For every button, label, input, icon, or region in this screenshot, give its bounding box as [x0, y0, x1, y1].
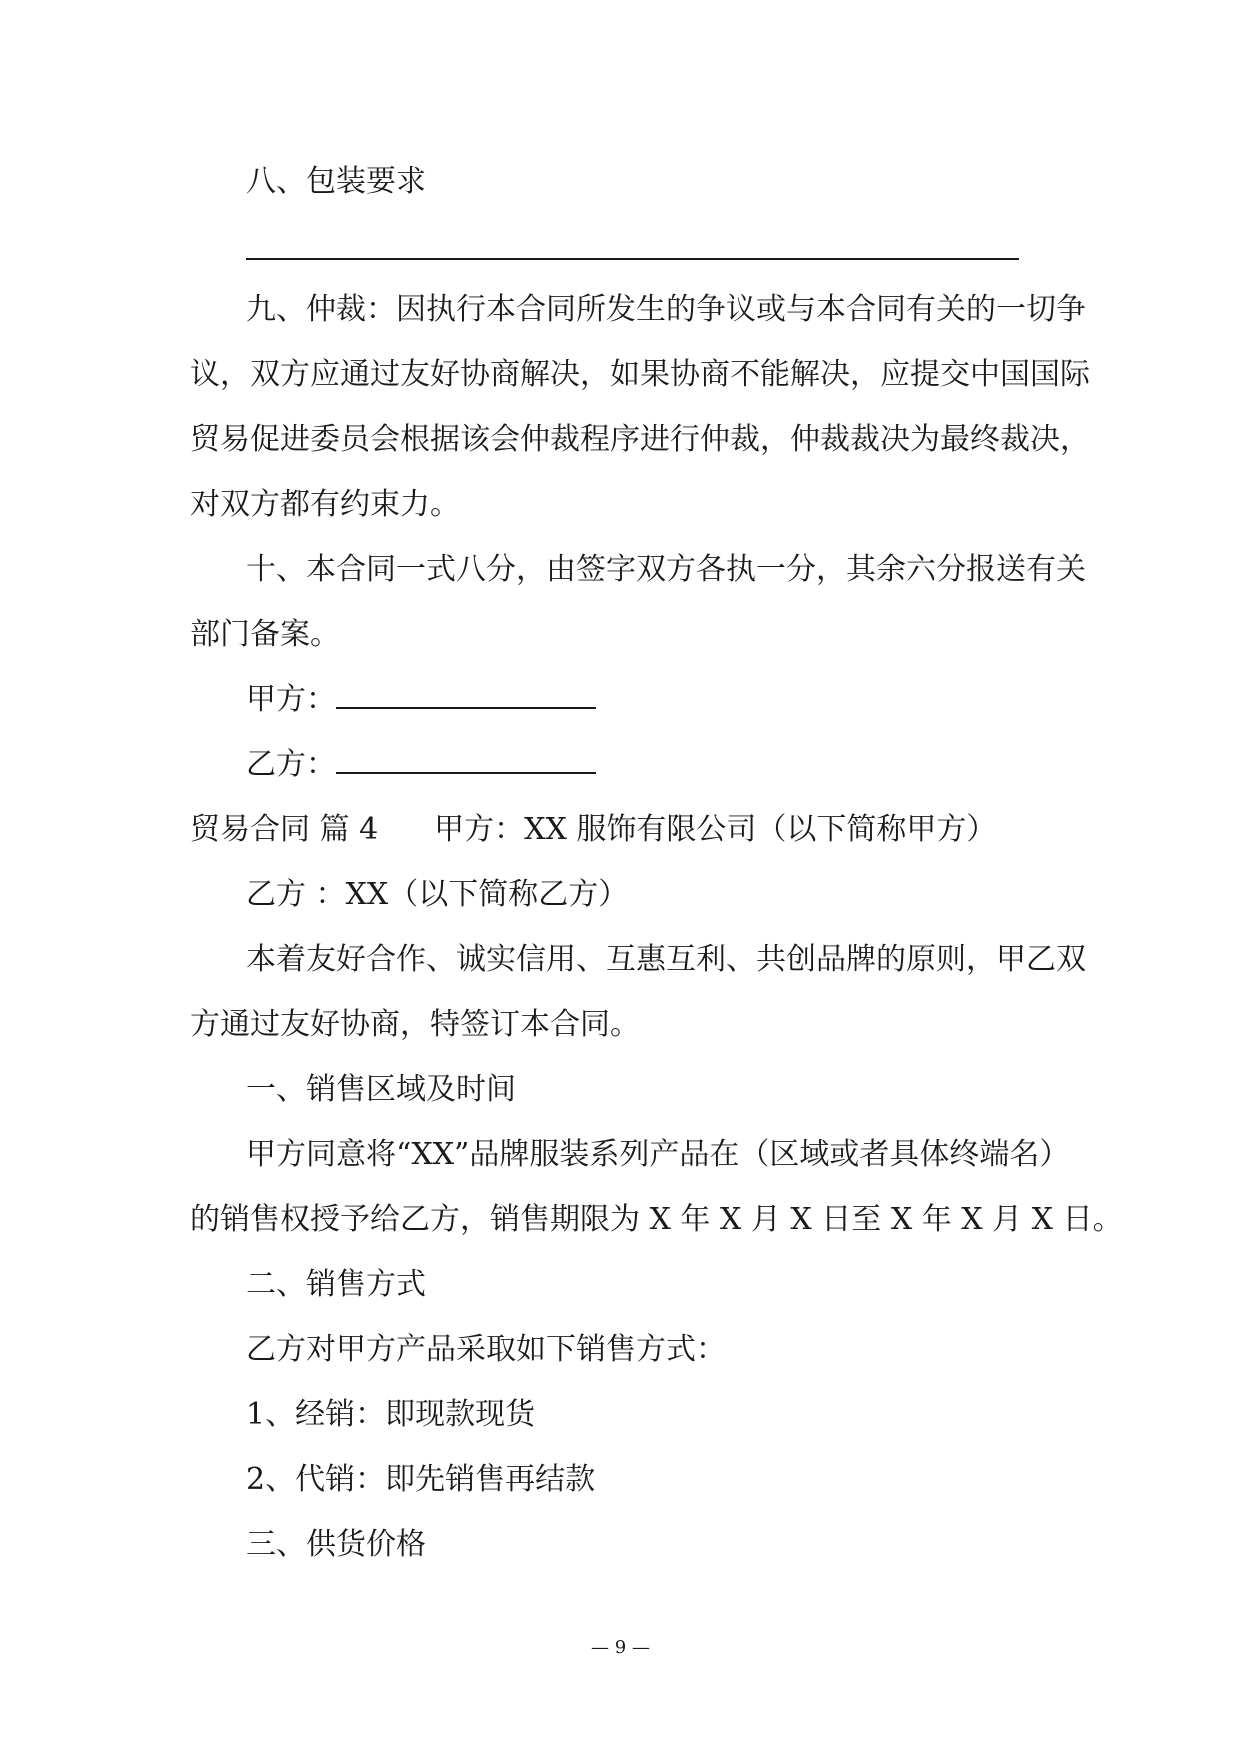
packaging-blank-line	[246, 258, 1019, 260]
section-9-line-3: 贸易促进委员会根据该会仲裁程序进行仲裁，仲裁裁决为最终裁决，	[190, 422, 1090, 457]
section-2-item-2: 2、代销：即先销售再结款	[246, 1462, 596, 1497]
section-1-line-1: 甲方同意将“XX”品牌服装系列产品在（区域或者具体终端名）	[246, 1137, 1070, 1172]
section-2-heading: 二、销售方式	[246, 1267, 426, 1302]
party-b-signature	[246, 745, 596, 785]
party-b-label: 乙方：	[246, 747, 336, 782]
party-a-signature	[246, 680, 596, 720]
section-3-heading: 三、供货价格	[246, 1527, 426, 1562]
section-10-line-2: 部门备案。	[190, 617, 340, 652]
page-number: — 9 —	[591, 1637, 650, 1658]
section-2-intro: 乙方对甲方产品采取如下销售方式：	[246, 1332, 726, 1367]
section-9-line-4: 对双方都有约束力。	[190, 487, 460, 522]
section-10-line-1: 十、本合同一式八分，由签字双方各执一分，其余六分报送有关	[246, 552, 1086, 587]
section-1-line-2: 的销售权授予给乙方，销售期限为 X 年 X 月 X 日至 X 年 X 月 X 日。	[190, 1202, 1123, 1237]
section-2-item-1: 1、经销：即现款现货	[246, 1397, 536, 1432]
preamble-line-1: 本着友好合作、诚实信用、互惠互利、共创品牌的原则，甲乙双	[246, 942, 1086, 977]
party-b-blank	[336, 748, 596, 774]
contract-4-header	[190, 810, 996, 850]
contract-title: 贸易合同 篇 4	[190, 812, 379, 847]
section-9-line-1: 九、仲裁：因执行本合同所发生的争议或与本合同有关的一切争	[246, 292, 1086, 327]
section-1-heading: 一、销售区域及时间	[246, 1072, 516, 1107]
section-8-heading: 八、包装要求	[246, 164, 426, 199]
section-9-line-2: 议，双方应通过友好协商解决，如果协商不能解决，应提交中国国际	[190, 357, 1090, 392]
party-b-name: 乙方 ：XX（以下简称乙方）	[246, 877, 629, 912]
party-a-blank	[336, 683, 596, 709]
party-a-label: 甲方：	[246, 682, 336, 717]
party-a-name: 甲方：XX 服饰有限公司（以下简称甲方）	[434, 812, 997, 847]
preamble-line-2: 方通过友好协商，特签订本合同。	[190, 1007, 640, 1042]
